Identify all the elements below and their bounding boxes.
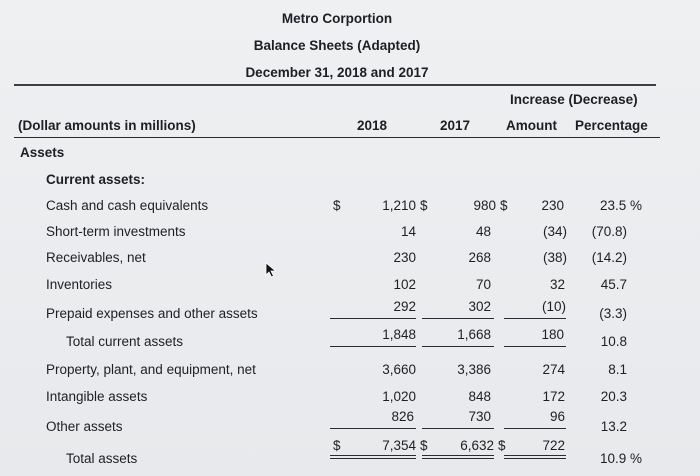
cell-pct: 45.7 bbox=[600, 277, 627, 292]
cell-amount: 230 bbox=[541, 198, 564, 213]
cell-amount: (34) bbox=[542, 224, 567, 239]
dollar-sign: $ bbox=[333, 198, 341, 213]
cell-2017: 48 bbox=[475, 224, 491, 239]
section-current-assets: Current assets: bbox=[46, 172, 146, 187]
column-percentage: Percentage bbox=[575, 118, 648, 133]
dollar-sign: $ bbox=[420, 198, 428, 213]
cell-2018: 1,848 bbox=[382, 327, 416, 342]
double-rule-2017 bbox=[422, 455, 494, 456]
row-label: Property, plant, and equipment, net bbox=[46, 362, 256, 377]
row-label: Prepaid expenses and other assets bbox=[46, 306, 258, 321]
change-group-header: Increase (Decrease) bbox=[510, 92, 638, 107]
cell-amount: 96 bbox=[549, 409, 565, 424]
dollar-sign: $ bbox=[498, 438, 506, 453]
cell-2018: 1,020 bbox=[382, 389, 416, 404]
subtotal-rule-amount bbox=[504, 346, 566, 347]
dollar-sign: $ bbox=[333, 438, 341, 453]
cell-2017: 70 bbox=[475, 277, 491, 292]
cell-amount: 172 bbox=[542, 389, 565, 404]
cell-2017: 6,632 bbox=[460, 438, 494, 453]
total-rule-amount bbox=[504, 428, 566, 429]
amounts-note: (Dollar amounts in millions) bbox=[18, 118, 196, 133]
subtotal-rule-2017 bbox=[422, 346, 494, 347]
cell-2018: 3,660 bbox=[382, 362, 416, 377]
cell-pct: 20.3 bbox=[600, 389, 627, 404]
total-rule-2017 bbox=[422, 428, 494, 429]
row-label: Total current assets bbox=[66, 334, 184, 349]
cell-pct: 10.9 % bbox=[599, 451, 642, 466]
total-rule-2018 bbox=[330, 428, 416, 429]
row-label: Other assets bbox=[46, 419, 123, 434]
row-label: Cash and cash equivalents bbox=[46, 198, 209, 213]
cell-amount: 32 bbox=[549, 277, 565, 292]
cell-2017: 268 bbox=[468, 250, 491, 265]
column-header-divider bbox=[14, 137, 660, 138]
cell-2018: 14 bbox=[400, 224, 416, 239]
cell-2017: 3,386 bbox=[457, 362, 491, 377]
company-name: Metro Corportion bbox=[281, 11, 393, 26]
row-label: Inventories bbox=[46, 277, 113, 292]
statement-title: Balance Sheets (Adapted) bbox=[253, 38, 421, 53]
double-rule-2018 bbox=[330, 458, 416, 459]
cell-2017: 730 bbox=[468, 409, 491, 424]
mouse-pointer-icon bbox=[264, 262, 278, 278]
column-amount: Amount bbox=[506, 118, 557, 133]
cell-2017: 848 bbox=[468, 389, 491, 404]
cell-pct: (70.8) bbox=[591, 224, 627, 239]
subtotal-rule-2017 bbox=[422, 318, 494, 319]
row-label: Intangible assets bbox=[46, 389, 148, 404]
cell-2017: 980 bbox=[473, 198, 496, 213]
cell-pct: (14.2) bbox=[591, 250, 627, 265]
cell-amount: 722 bbox=[542, 438, 565, 453]
cell-pct: 13.2 bbox=[600, 419, 627, 434]
header-divider bbox=[14, 84, 656, 86]
statement-date: December 31, 2018 and 2017 bbox=[245, 65, 429, 80]
section-assets: Assets bbox=[20, 145, 65, 160]
cell-pct: 10.8 bbox=[600, 334, 627, 349]
row-label: Total assets bbox=[66, 451, 138, 466]
cell-pct: 23.5 % bbox=[599, 198, 642, 213]
double-rule-amount bbox=[504, 458, 566, 459]
subtotal-rule-amount bbox=[504, 318, 566, 319]
cell-2018: 826 bbox=[391, 409, 414, 424]
cell-2017: 1,668 bbox=[457, 327, 491, 342]
cell-pct: 8.1 bbox=[608, 362, 627, 377]
cell-2017: 302 bbox=[468, 299, 491, 314]
cell-2018: 230 bbox=[393, 250, 416, 265]
row-label: Receivables, net bbox=[46, 250, 146, 265]
cell-2018: 292 bbox=[393, 299, 416, 314]
subtotal-rule-2018 bbox=[330, 318, 416, 319]
cell-pct: (3.3) bbox=[599, 306, 627, 321]
cell-amount: (38) bbox=[542, 250, 567, 265]
subtotal-rule-2018 bbox=[330, 346, 416, 347]
double-rule-amount bbox=[504, 455, 566, 456]
dollar-sign: $ bbox=[500, 198, 508, 213]
cell-2018: 1,210 bbox=[382, 198, 416, 213]
cell-amount: 274 bbox=[542, 362, 565, 377]
row-label: Short-term investments bbox=[46, 224, 186, 239]
cell-2018: 102 bbox=[393, 277, 416, 292]
cell-2018: 7,354 bbox=[382, 438, 416, 453]
column-2018: 2018 bbox=[356, 118, 388, 133]
double-rule-2017 bbox=[422, 458, 494, 459]
cell-amount: 180 bbox=[541, 327, 564, 342]
cell-amount: (10) bbox=[541, 299, 566, 314]
double-rule-2018 bbox=[330, 455, 416, 456]
column-2017: 2017 bbox=[439, 118, 471, 133]
dollar-sign: $ bbox=[420, 438, 428, 453]
